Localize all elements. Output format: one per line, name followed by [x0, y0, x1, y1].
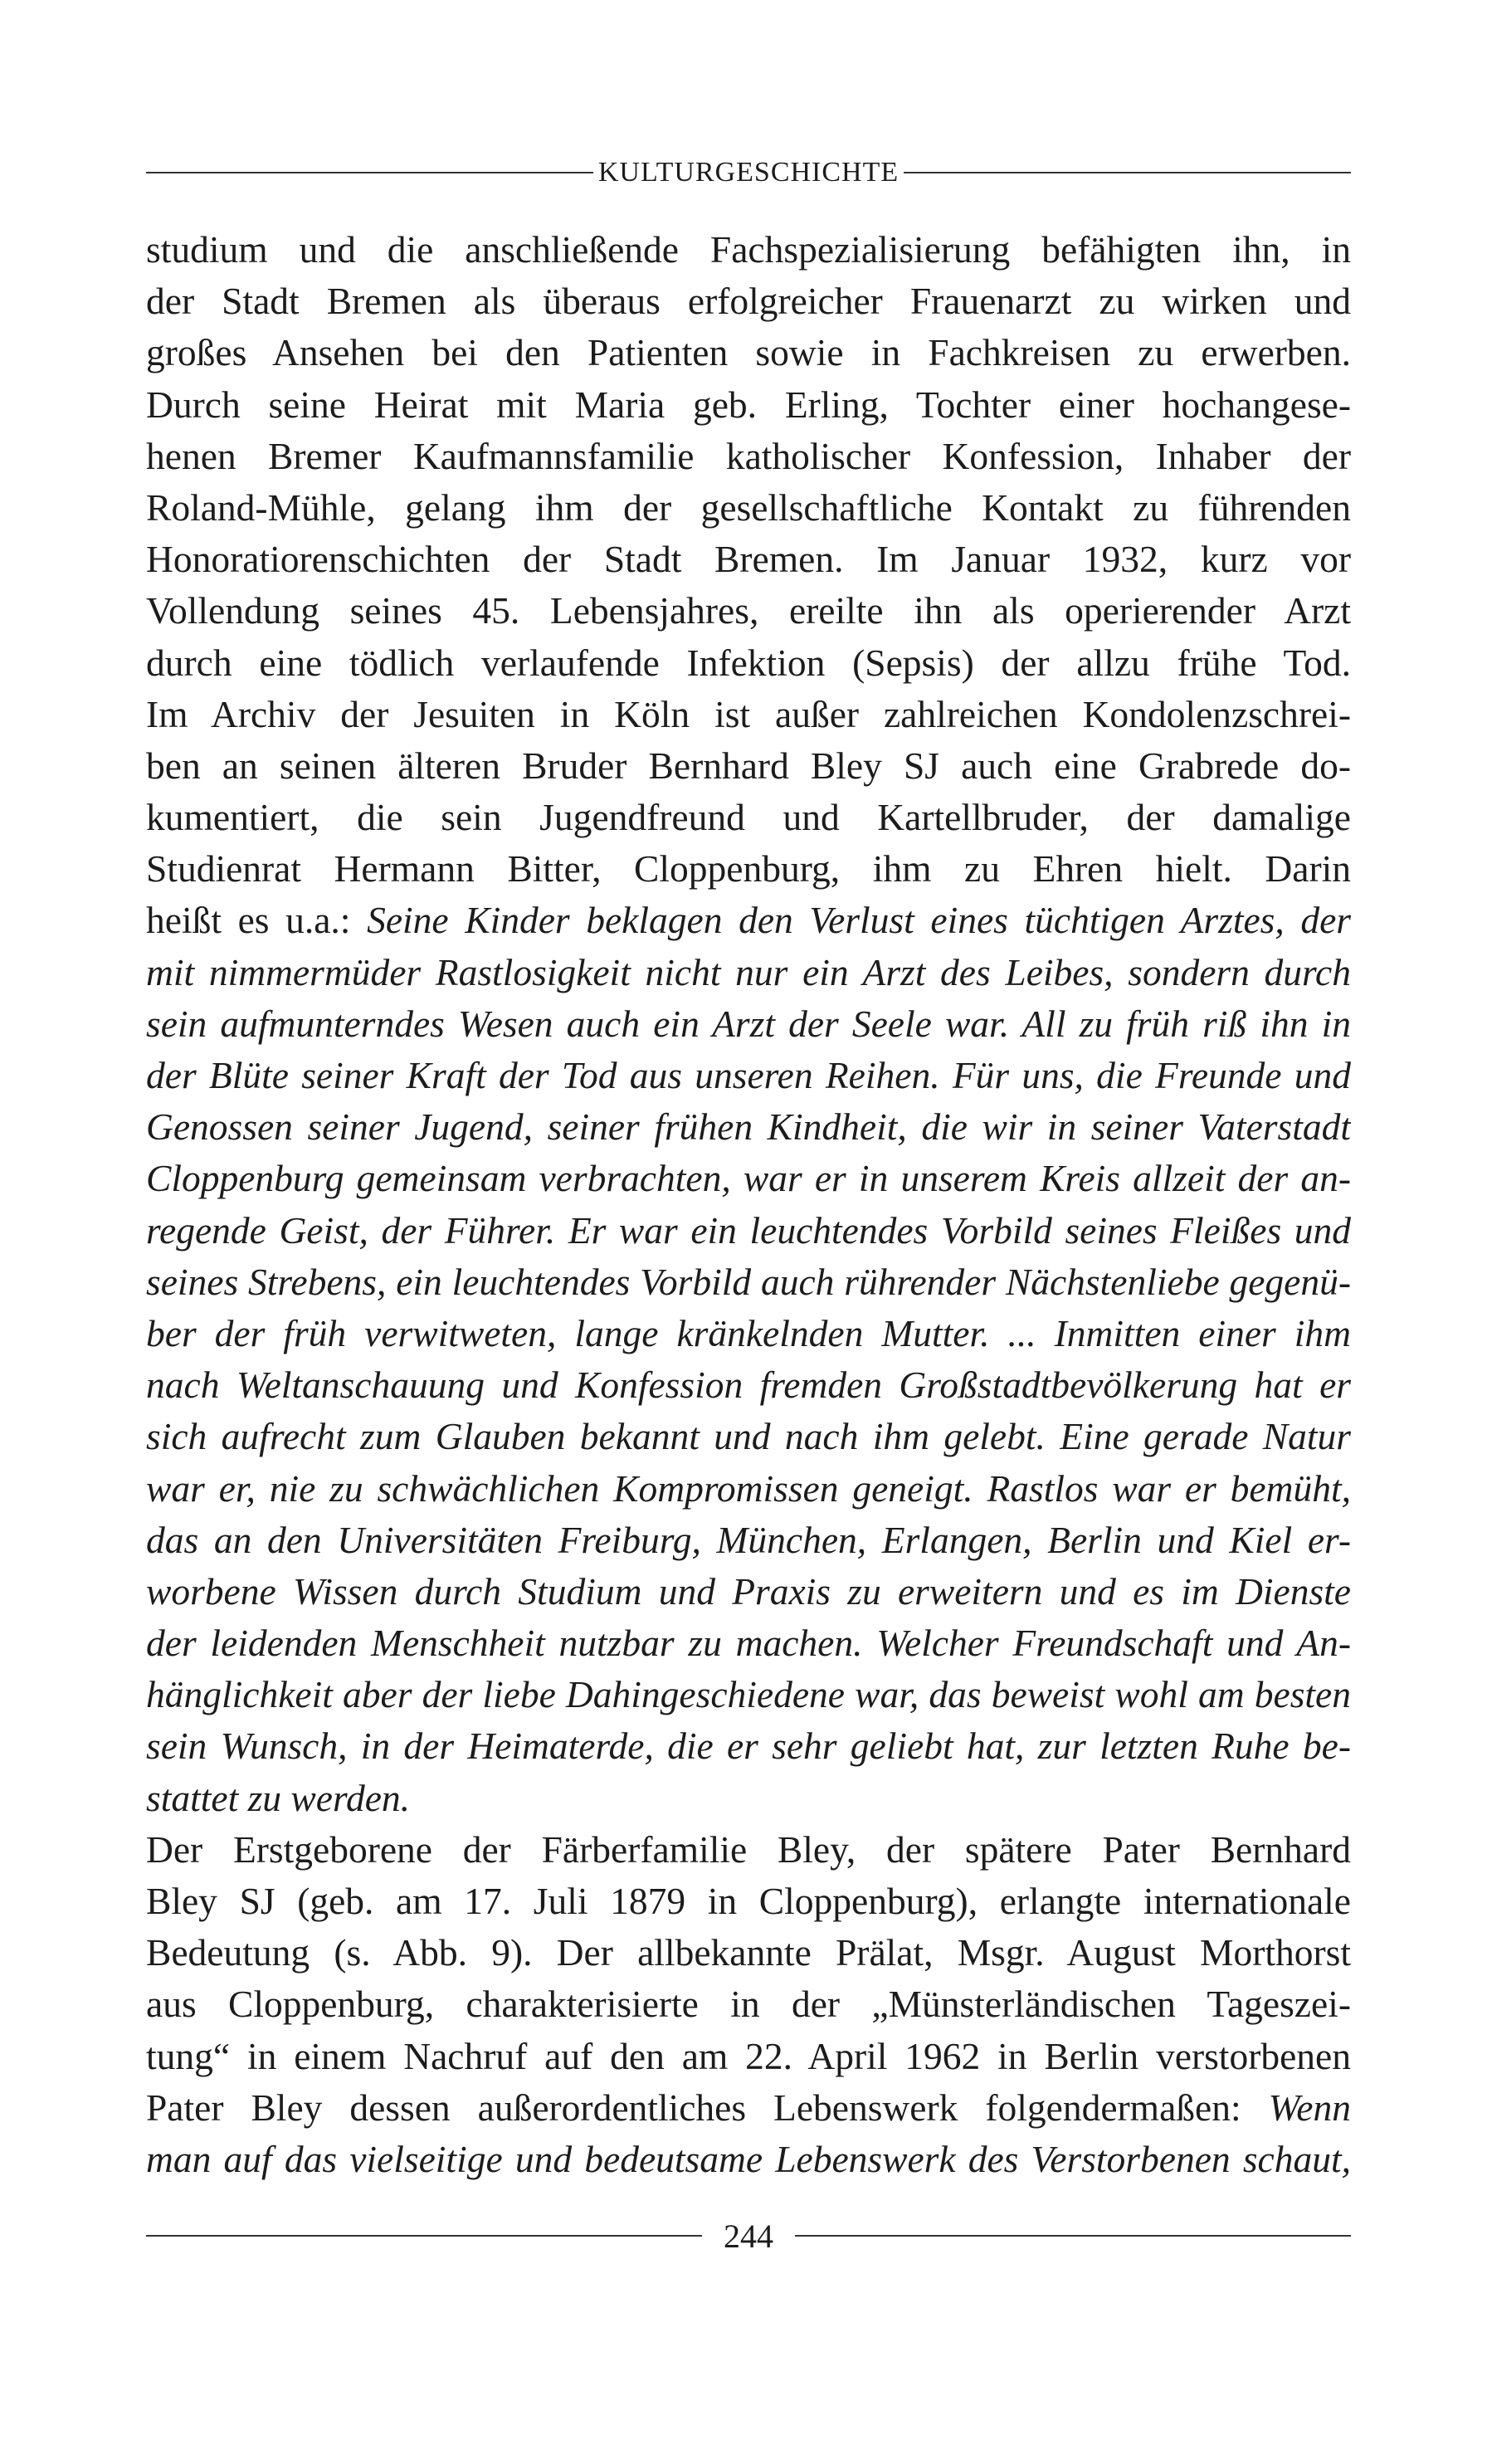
text-line: Vollendung seines 45. Lebensjahres, ereilte ihn als operierender Arzt [146, 589, 1351, 632]
text-line: großes Ansehen bei den Patienten sowie in Fachkreisen zu erwerben. [146, 331, 1351, 374]
text-line: Honoratiorenschichten der Stadt Bremen. Im Januar 1932, kurz vor [146, 538, 1351, 581]
text-line: war er, nie zu schwächlichen Kompromissen geneigt. Rastlos war er bemüht, [146, 1466, 1351, 1510]
text-line: nach Weltanschauung und Konfession fremden Großstadtbevölkerung hat er [146, 1364, 1351, 1407]
text-line: seines Strebens, ein leuchtendes Vorbild auch rührender Nächstenliebe gegenü- [146, 1260, 1351, 1303]
text-line: man auf das vielseitige und bedeutsame Lebenswerk des Verstorbenen schaut, [146, 2137, 1351, 2180]
text-line: studium und die anschließende Fachspezialisierung befähigten ihn, in [146, 228, 1351, 271]
text-line: tung“ in einem Nachruf auf den am 22. April 1962 in Berlin verstorbenen [146, 2034, 1351, 2077]
text-line: durch eine tödlich verlaufende Infektion (Sepsis) der allzu frühe Tod. [146, 641, 1351, 684]
body-text [146, 224, 1351, 2185]
page-number: 244 [724, 2217, 773, 2255]
text-line: Roland-Mühle, gelang ihm der gesellschaftliche Kontakt zu führenden [146, 485, 1351, 529]
text-line: der Stadt Bremen als überaus erfolgreicher Frauenarzt zu wirken und [146, 280, 1351, 323]
header-rule-left [146, 172, 593, 173]
text-line: ben an seinen älteren Bruder Bernhard Bley SJ auch eine Grabrede do- [146, 744, 1351, 787]
text-line: sein Wunsch, in der Heimaterde, die er sehr geliebt hat, zur letzten Ruhe be- [146, 1725, 1351, 1768]
text-line: stattet zu werden. [146, 1776, 411, 1819]
text-line: Genossen seiner Jugend, seiner frühen Kindheit, die wir in seiner Vaterstadt [146, 1105, 1351, 1149]
text-line-plain: Pater Bley dessen außerordentliches Lebenswerk folgendermaßen: [146, 2086, 1269, 2129]
text-line: Durch seine Heirat mit Maria geb. Erling, Tochter einer hochangese- [146, 383, 1351, 426]
text-line-italic: Seine Kinder beklagen den Verlust eines tüchtigen Arztes, der [367, 899, 1351, 942]
text-line: sein aufmunterndes Wesen auch ein Arzt der Seele war. All zu früh riß ihn in [146, 1002, 1351, 1045]
text-line: Bley SJ (geb. am 17. Juli 1879 in Cloppenburg), erlangte internationale [146, 1880, 1351, 1922]
text-line-plain: heißt es u.a.: [146, 899, 368, 942]
text-line: henen Bremer Kaufmannsfamilie katholischer Konfession, Inhaber der [146, 434, 1351, 477]
text-line: das an den Universitäten Freiburg, München, Erlangen, Berlin und Kiel er- [146, 1518, 1351, 1561]
text-line: Studienrat Hermann Bitter, Cloppenburg, ihm zu Ehren hielt. Darin [146, 847, 1351, 890]
text-line: regende Geist, der Führer. Er war ein leuchtendes Vorbild seines Fleißes und [146, 1208, 1351, 1252]
text-line: aus Cloppenburg, charakterisierte in der „Münsterländischen Tageszei- [146, 1983, 1351, 2026]
text-line: Im Archiv der Jesuiten in Köln ist außer zahlreichen Kondolenzschrei- [146, 692, 1351, 735]
text-line: worbene Wissen durch Studium und Praxis zu erweitern und es im Dienste [146, 1569, 1351, 1613]
text-line [146, 895, 1351, 946]
text-line: Der Erstgeborene der Färberfamilie Bley, der spätere Pater Bernhard [146, 1827, 1351, 1871]
footer-rule-right [795, 2235, 1351, 2237]
text-line: Bedeutung (s. Abb. 9). Der allbekannte Prälat, Msgr. August Morthorst [146, 1931, 1351, 1974]
text-line: der leidenden Menschheit nutzbar zu machen. Welcher Freundschaft und An- [146, 1622, 1351, 1665]
page-footer [146, 2211, 1351, 2261]
text-line: Cloppenburg gemeinsam verbrachten, war er in unserem Kreis allzeit der an- [146, 1157, 1351, 1200]
running-header [146, 153, 1351, 193]
text-line: mit nimmermüder Rastlosigkeit nicht nur ein Arzt des Leibes, sondern durch [146, 950, 1351, 993]
section-title: KULTURGESCHICHTE [597, 157, 900, 188]
text-line: sich aufrecht zum Glauben bekannt und nach ihm gelebt. Eine gerade Natur [146, 1415, 1351, 1458]
text-line: hänglichkeit aber der liebe Dahingeschiedene war, das beweist wohl am besten [146, 1673, 1351, 1716]
footer-rule-left [146, 2235, 702, 2237]
text-line: der Blüte seiner Kraft der Tod aus unseren Reihen. Für uns, die Freunde und [146, 1054, 1351, 1096]
text-line-italic: Wenn [1268, 2086, 1351, 2129]
text-line: kumentiert, die sein Jugendfreund und Kartellbruder, der damalige [146, 796, 1351, 839]
text-line [146, 2082, 1351, 2134]
header-rule-right [904, 172, 1351, 173]
text-line: ber der früh verwitweten, lange kränkelnden Mutter. ... Inmitten einer ihm [146, 1311, 1351, 1354]
